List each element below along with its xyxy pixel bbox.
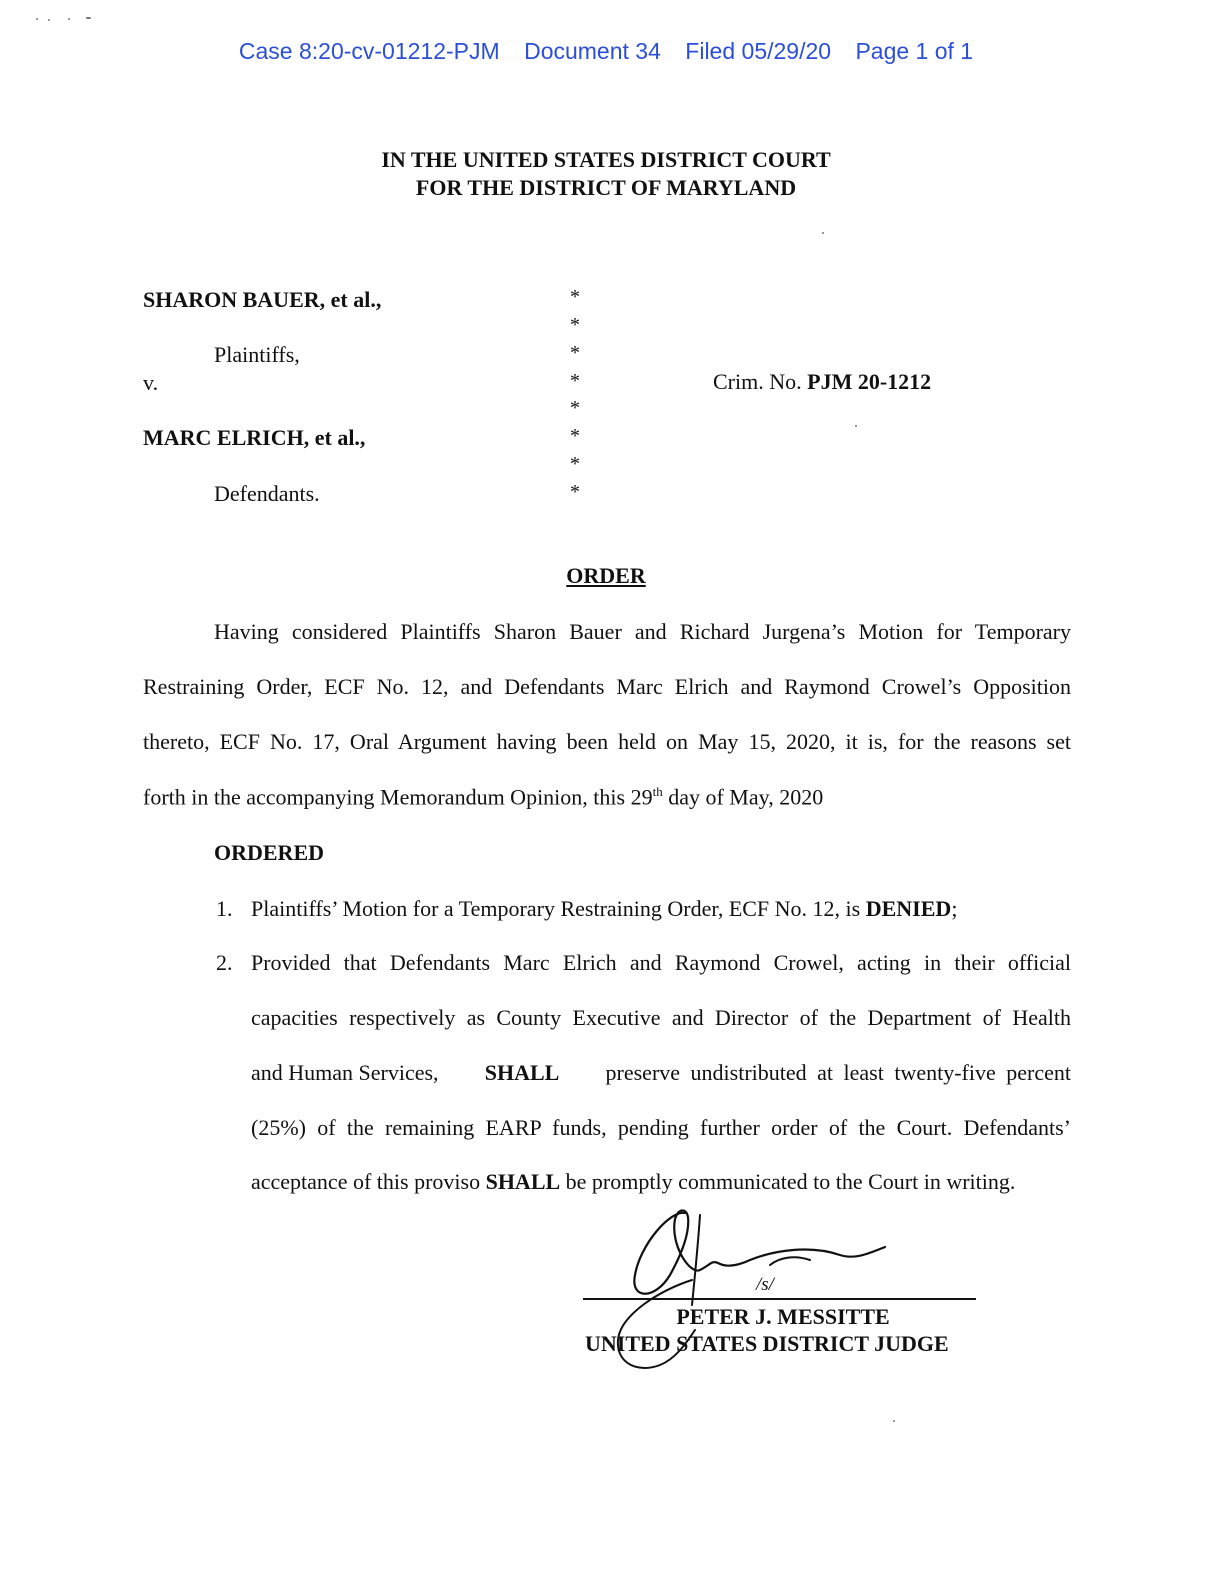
scan-speck: [893, 1420, 895, 1422]
item-number: 1.: [216, 896, 233, 921]
caption-star: *: [570, 314, 580, 336]
signature-line: [583, 1298, 976, 1300]
item-text: preserve undistributed at least twenty-five percent: [605, 1060, 1071, 1085]
order-paragraph-line3: thereto, ECF No. 17, Oral Argument having been held on May 15, 2020, it is, for the reasons set: [143, 729, 1071, 754]
order-paragraph-line2: Restraining Order, ECF No. 12, and Defendants Marc Elrich and Raymond Crowel’s Opposition: [143, 674, 1071, 699]
court-heading-line2: FOR THE DISTRICT OF MARYLAND: [415, 175, 797, 200]
order-paragraph-line4: [143, 784, 823, 810]
scan-speck: [68, 18, 70, 20]
caption-star: *: [570, 370, 580, 392]
paragraph-text: day of May, 2020: [662, 784, 824, 810]
ordered-heading: ORDERED: [214, 840, 325, 865]
shall-word: SHALL: [485, 1169, 561, 1194]
denied-word: DENIED: [865, 896, 952, 921]
caption-star: *: [570, 286, 580, 308]
scan-speck: [48, 19, 50, 21]
case-number-value: PJM 20-1212: [807, 369, 932, 394]
versus: v.: [143, 370, 159, 395]
judge-name: PETER J. MESSITTE: [676, 1304, 890, 1329]
case-number: Case 8:20-cv-01212-PJM: [238, 38, 500, 64]
plaintiff-role: Plaintiffs,: [214, 342, 300, 367]
defendant-role: Defendants.: [214, 481, 320, 506]
scan-speck: [86, 17, 91, 19]
item-number: 2.: [216, 950, 233, 975]
filed-date: Filed 05/29/20: [685, 38, 832, 64]
ecf-header: [0, 38, 1212, 65]
caption-star: *: [570, 342, 580, 364]
item-text: and Human Services,: [251, 1060, 439, 1085]
order-item-2-line3: [251, 1060, 1071, 1086]
order-item-2-line5: [251, 1169, 1015, 1195]
scan-speck: [36, 18, 38, 20]
order-paragraph-line1: Having considered Plaintiffs Sharon Bauer and Richard Jurgena’s Motion for Temporary: [214, 619, 1071, 644]
slash-s: /s/: [756, 1274, 774, 1295]
case-number-line: [713, 369, 931, 395]
item-text: acceptance of this proviso: [251, 1169, 486, 1194]
court-heading: [0, 146, 1212, 202]
caption-star: *: [570, 481, 580, 503]
shall-word: SHALL: [484, 1060, 560, 1085]
court-heading-line1: IN THE UNITED STATES DISTRICT COURT: [381, 147, 831, 172]
item-text: be promptly communicated to the Court in writing.: [560, 1169, 1016, 1194]
paragraph-text: forth in the accompanying Memorandum Opinion, this 29: [143, 784, 653, 810]
judge-title: UNITED STATES DISTRICT JUDGE: [585, 1331, 949, 1356]
order-item-1: [251, 896, 957, 922]
item-text: Plaintiffs’ Motion for a Temporary Restraining Order, ECF No. 12, is: [251, 896, 866, 921]
scan-speck: [822, 232, 824, 234]
page-number: Page 1 of 1: [855, 38, 974, 64]
scan-speck: [855, 425, 857, 427]
defendant-name: MARC ELRICH, et al.,: [143, 425, 366, 450]
order-item-2-line1: Provided that Defendants Marc Elrich and Raymond Crowel, acting in their official: [251, 950, 1071, 975]
document-number: Document 34: [524, 38, 661, 64]
caption-star: *: [570, 425, 580, 447]
order-item-2-line4: (25%) of the remaining EARP funds, pending further order of the Court. Defendants’: [251, 1115, 1071, 1140]
order-item-2-line2: capacities respectively as County Executive and Director of the Department of Health: [251, 1005, 1071, 1030]
case-number-prefix: Crim. No.: [713, 369, 802, 394]
order-title: ORDER: [566, 563, 646, 588]
ordinal-suffix: th: [652, 784, 663, 799]
caption-star: *: [570, 397, 580, 419]
plaintiff-name: SHARON BAUER, et al.,: [143, 287, 382, 312]
item-text: ;: [951, 896, 958, 921]
caption-star: *: [570, 453, 580, 475]
